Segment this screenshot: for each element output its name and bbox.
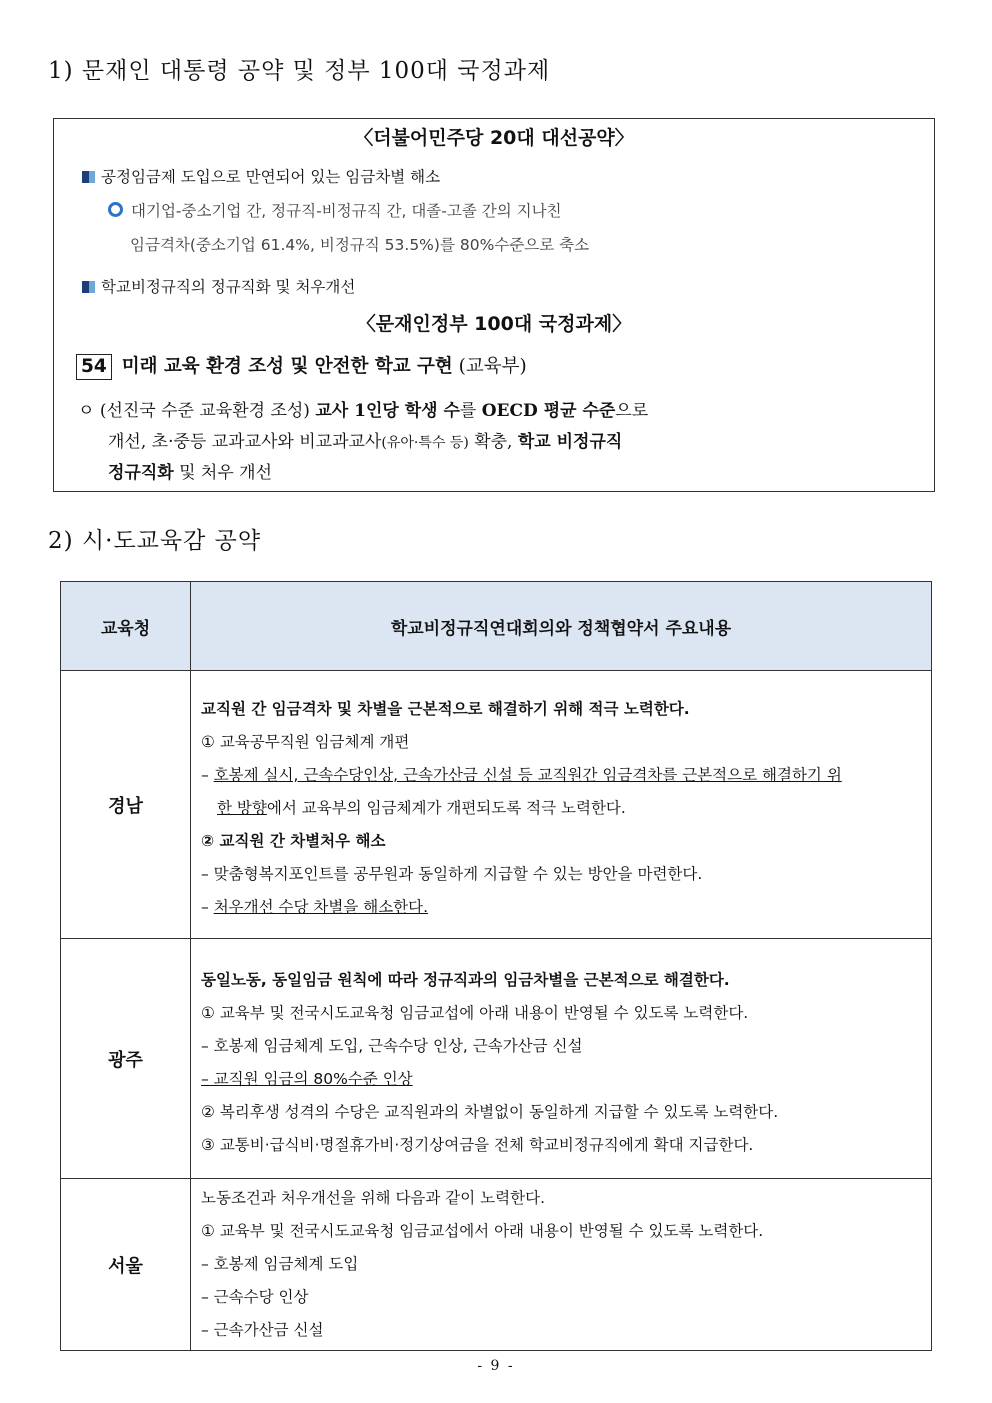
region-seoul: 서울 — [61, 1179, 191, 1351]
pledge-heading: 〈더불어민주당 20대 대선공약〉 — [354, 127, 634, 149]
pledge-item-1: 공정임금제 도입으로 만연되어 있는 임금차별 해소 — [82, 165, 440, 187]
content-line: ① 교육공무직원 임금체계 개편 — [201, 733, 410, 751]
content-gyeongnam — [191, 671, 932, 939]
table-row — [61, 1179, 932, 1351]
task-body-line-3: 정규직화 및 처우 개선 — [108, 463, 273, 483]
pledge-item-1-sub-cont: 임금격차(중소기업 61.4%, 비정규직 53.5%)를 80%수준으로 축소 — [130, 236, 590, 254]
task-number-badge: 54 — [76, 354, 112, 380]
page-number: - 9 - — [477, 1358, 515, 1374]
pledge-item-2: 학교비정규직의 정규직화 및 처우개선 — [82, 275, 355, 297]
table-header-row — [61, 582, 932, 671]
content-seoul — [191, 1179, 932, 1351]
content-line: ② 교직원 간 차별처우 해소 — [201, 832, 386, 850]
content-line: – 호봉제 임금체계 도입 — [201, 1255, 359, 1273]
content-gwangju — [191, 939, 932, 1179]
content-line: 한 방향에서 교육부의 임금체계가 개편되도록 적극 노력한다. — [217, 799, 626, 817]
region-gyeongnam: 경남 — [61, 671, 191, 939]
col-header-office: 교육청 — [61, 582, 191, 671]
square-bullet-icon — [82, 171, 95, 183]
pledge-table — [60, 581, 932, 1351]
content-line: – 맞춤형복지포인트를 공무원과 동일하게 지급할 수 있는 방안을 마련한다. — [201, 865, 703, 883]
region-gwangju: 광주 — [61, 939, 191, 1179]
table-row — [61, 671, 932, 939]
content-line: ① 교육부 및 전국시도교육청 임금교섭에 아래 내용이 반영될 수 있도록 노력한다. — [201, 1003, 749, 1022]
task-body-line-1: ㅇ (선진국 수준 교육환경 조성) 교사 1인당 학생 수를 OECD 평균 수준으로 — [78, 401, 649, 421]
content-line: ① 교육부 및 전국시도교육청 임금교섭에서 아래 내용이 반영될 수 있도록 노력한다. — [201, 1222, 764, 1240]
square-bullet-icon — [82, 281, 95, 293]
policy-box — [53, 118, 935, 492]
content-line: – 호봉제 임금체계 도입, 근속수당 인상, 근속가산금 신설 — [201, 1036, 583, 1055]
content-line: – 호봉제 실시, 근속수당인상, 근속가산금 신설 등 교직원간 임금격차를 근본적으로 해결하기 위 — [201, 766, 842, 784]
pledge-item-1-sub: 대기업-중소기업 간, 정규직-비정규직 간, 대졸-고졸 간의 지나친 — [108, 199, 562, 221]
circle-bullet-icon — [108, 202, 123, 217]
content-line: – 교직원 임금의 80%수준 인상 — [201, 1069, 413, 1088]
section2-title: 2) 시·도교육감 공약 — [48, 528, 262, 554]
content-line: – 근속수당 인상 — [201, 1288, 309, 1306]
task-title-line: 54 미래 교육 환경 조성 및 안전한 학교 구현 (교육부) — [76, 352, 527, 380]
table-row — [61, 939, 932, 1179]
task-body-line-2: 개선, 초·중등 교과교사와 비교과교사(유아·특수 등) 확충, 학교 비정규직 — [108, 432, 623, 452]
content-line: – 처우개선 수당 차별을 해소한다. — [201, 898, 429, 916]
content-line: 교직원 간 임금격차 및 차별을 근본적으로 해결하기 위해 적극 노력한다. — [201, 700, 690, 718]
section1-title: 1) 문재인 대통령 공약 및 정부 100대 국정과제 — [48, 58, 551, 84]
col-header-content: 학교비정규직연대회의와 정책협약서 주요내용 — [191, 582, 932, 671]
content-line: ③ 교통비·급식비·명절휴가비·정기상여금을 전체 학교비정규직에게 확대 지급한다. — [201, 1135, 754, 1154]
task-heading: 〈문재인정부 100대 국정과제〉 — [356, 313, 632, 335]
content-line: ② 복리후생 성격의 수당은 교직원과의 차별없이 동일하게 지급할 수 있도록 노력한다. — [201, 1102, 779, 1121]
content-line: 동일노동, 동일임금 원칙에 따라 정규직과의 임금차별을 근본적으로 해결한다. — [201, 970, 730, 989]
content-line: 노동조건과 처우개선을 위해 다음과 같이 노력한다. — [201, 1189, 545, 1207]
content-line: – 근속가산금 신설 — [201, 1321, 324, 1339]
